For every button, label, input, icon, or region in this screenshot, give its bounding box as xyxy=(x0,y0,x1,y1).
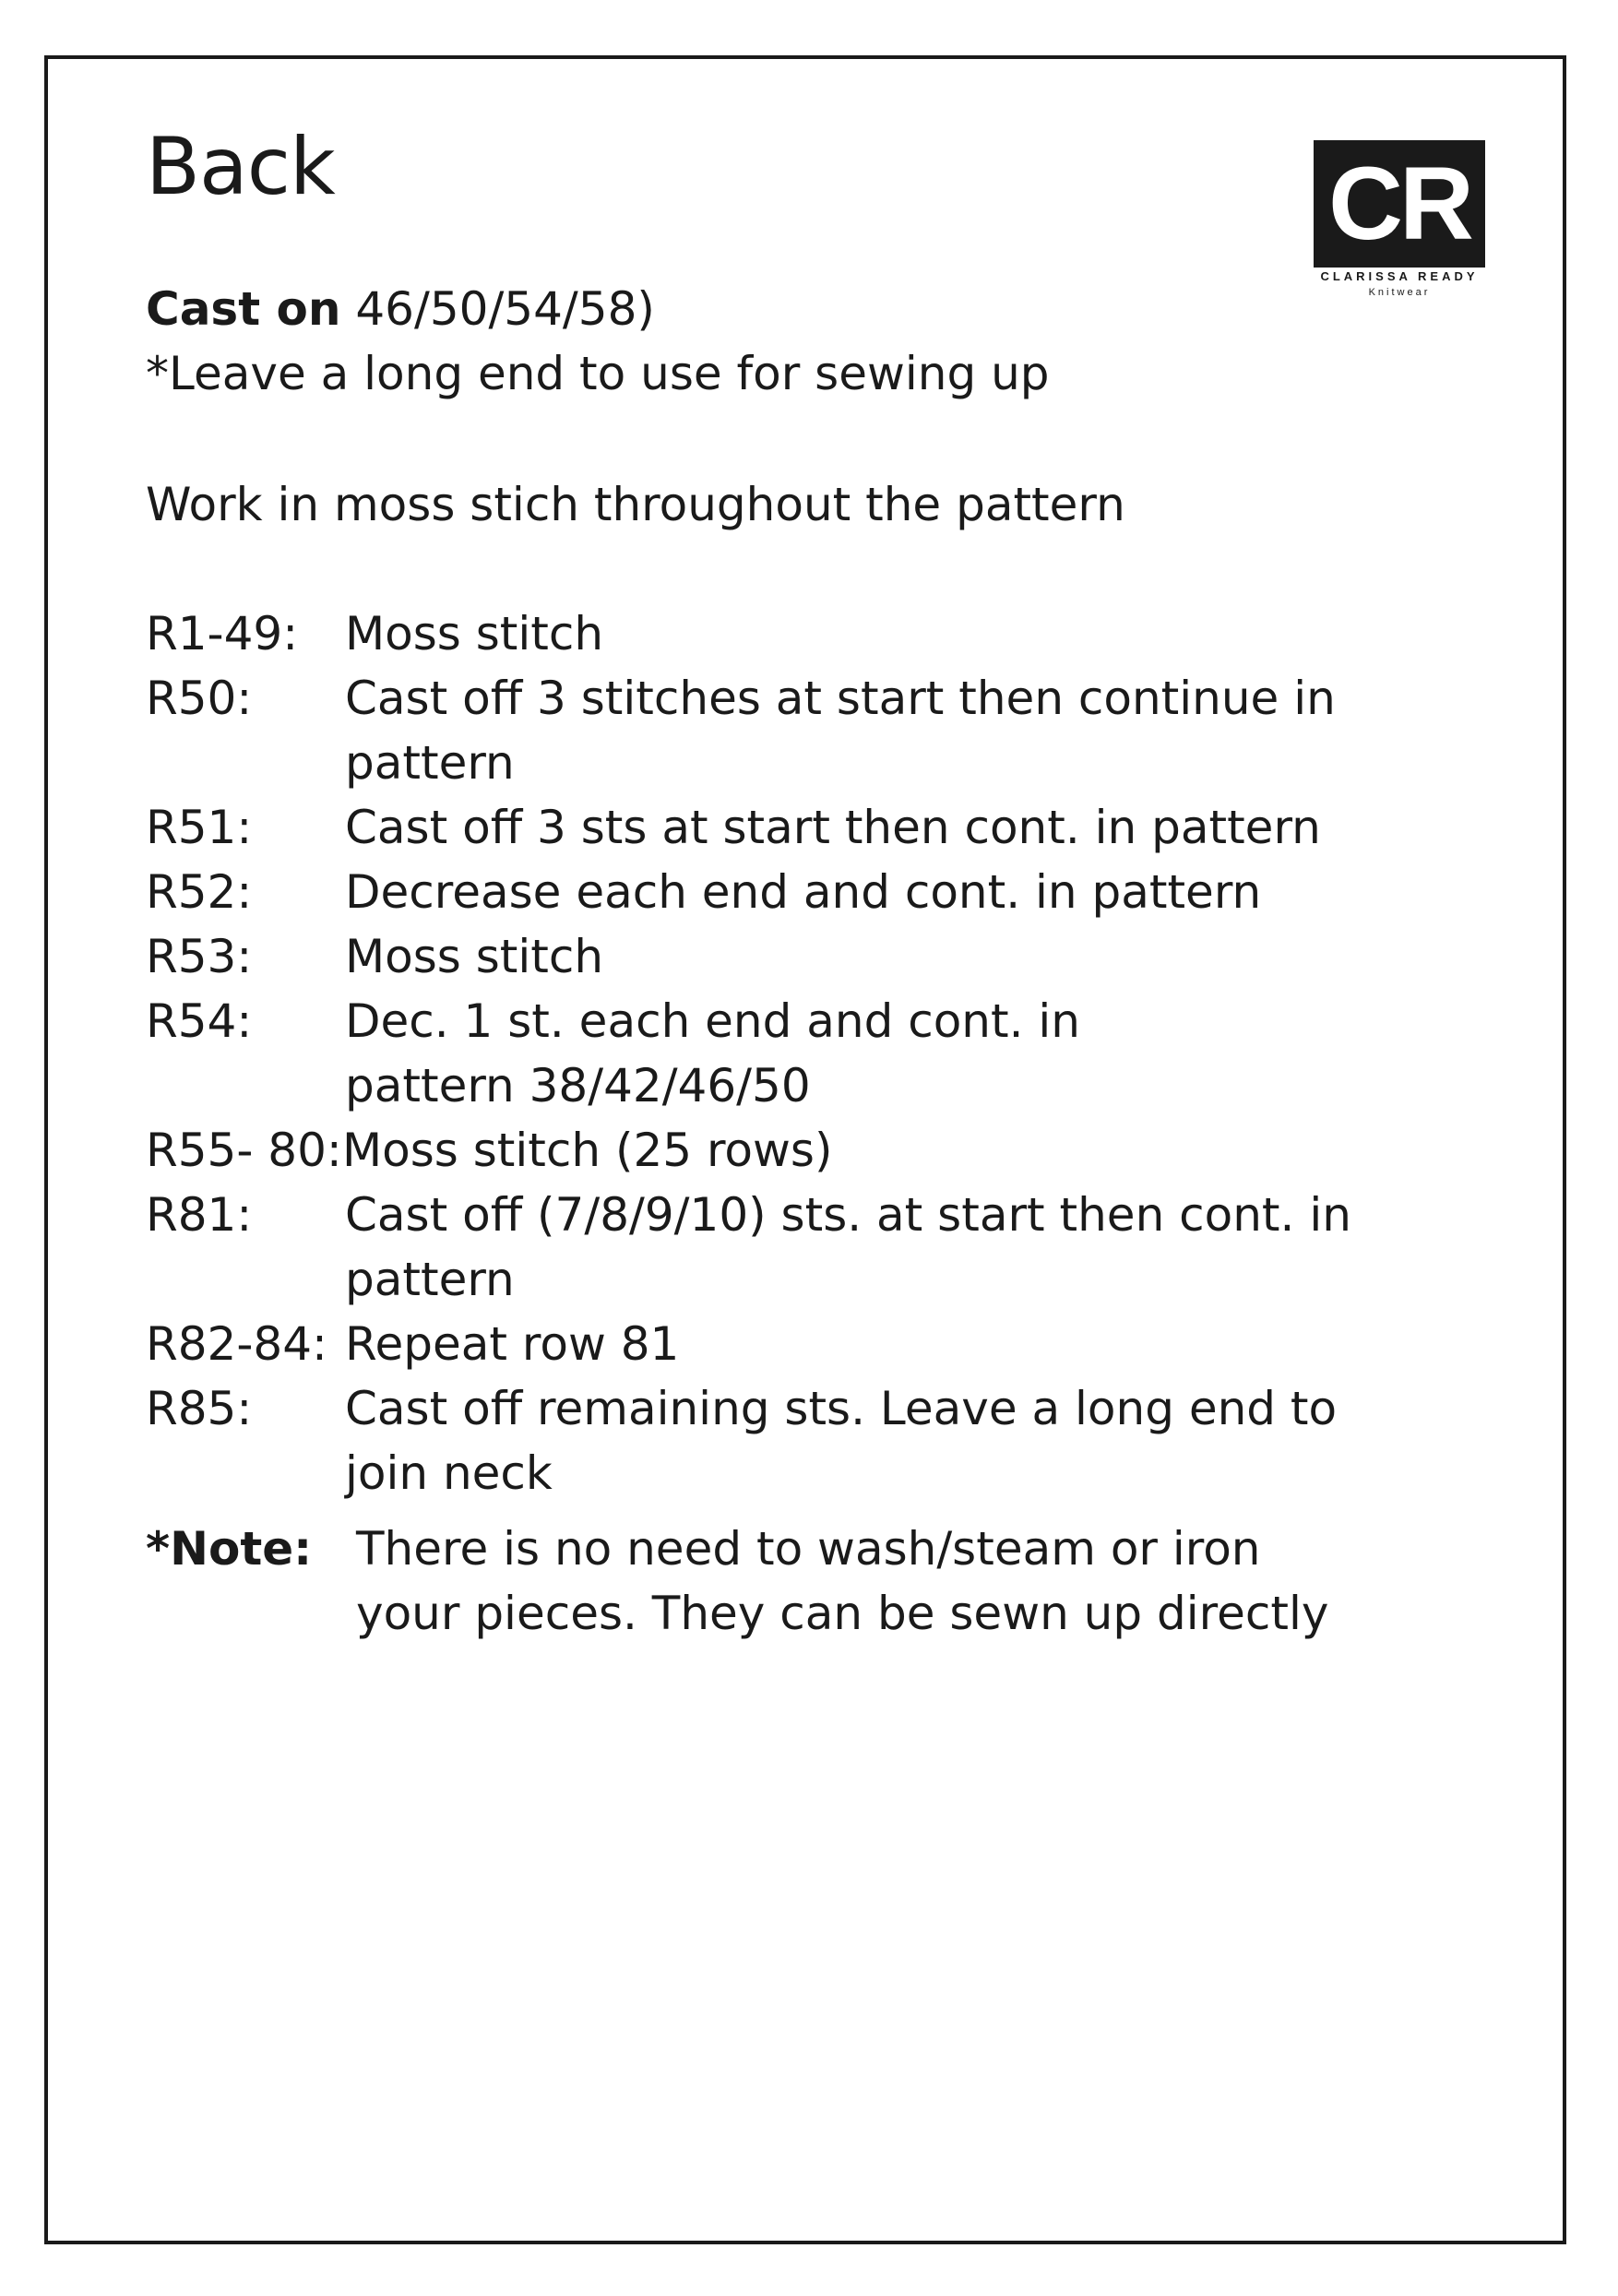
row-text: Cast off (7/8/9/10) sts. at start then cont. in pattern xyxy=(345,1188,1351,1306)
row-instruction xyxy=(146,601,1517,666)
row-label: R82-84: xyxy=(146,1317,327,1371)
row-label: R54: xyxy=(146,994,253,1048)
logo-mark: CR xyxy=(1328,146,1470,261)
logo-brand-name: CLARISSA READY xyxy=(1320,269,1479,283)
brand-logo xyxy=(1314,140,1485,268)
row-text: Cast off 3 sts at start then cont. in pattern xyxy=(345,801,1321,854)
cast-on-value: 46/50/54/58) xyxy=(340,282,655,336)
cast-on-label: Cast on xyxy=(146,282,341,336)
row-label: R50: xyxy=(146,672,253,725)
row-label: R51: xyxy=(146,801,253,854)
row-text: Repeat row 81 xyxy=(345,1317,680,1371)
leave-end-note: *Leave a long end to use for sewing up xyxy=(146,347,1050,400)
moss-stitch-note: Work in moss stich throughout the pattern xyxy=(146,478,1125,531)
note-text: There is no need to wash/steam or iron your pieces. They can be sewn up directly xyxy=(356,1522,1329,1640)
row-label: R52: xyxy=(146,865,253,919)
row-instruction xyxy=(146,666,1517,795)
row-label: R53: xyxy=(146,930,253,983)
row-label: R85: xyxy=(146,1382,253,1435)
row-instruction xyxy=(146,989,1517,1118)
cast-on-section xyxy=(146,277,1050,406)
note-section xyxy=(146,1517,1371,1646)
row-text: Moss stitch xyxy=(345,930,604,983)
cast-on-line xyxy=(146,277,1050,341)
page-title: Back xyxy=(146,121,335,213)
row-text: Cast off remaining sts. Leave a long end to join neck xyxy=(345,1382,1338,1500)
row-instruction xyxy=(146,860,1517,924)
row-instruction xyxy=(146,1312,1517,1376)
row-text: Cast off 3 stitches at start then continue in pattern xyxy=(345,672,1336,790)
row-text: Decrease each end and cont. in pattern xyxy=(345,865,1262,919)
row-text: Moss stitch xyxy=(345,607,604,660)
row-instruction xyxy=(146,1118,1517,1183)
row-text: Dec. 1 st. each end and cont. in pattern 38/42/46/50 xyxy=(345,994,1080,1112)
row-instruction xyxy=(146,1376,1517,1505)
note-label: *Note: xyxy=(146,1522,313,1576)
row-label: R55- 80: xyxy=(146,1124,342,1177)
row-text: Moss stitch (25 rows) xyxy=(342,1124,833,1177)
row-instruction xyxy=(146,1183,1517,1312)
row-instruction xyxy=(146,795,1517,860)
row-label: R1-49: xyxy=(146,607,299,660)
row-instructions xyxy=(146,601,1517,1505)
row-instruction xyxy=(146,924,1517,989)
logo-subtitle: Knitwear xyxy=(1368,287,1431,298)
row-label: R81: xyxy=(146,1188,253,1242)
